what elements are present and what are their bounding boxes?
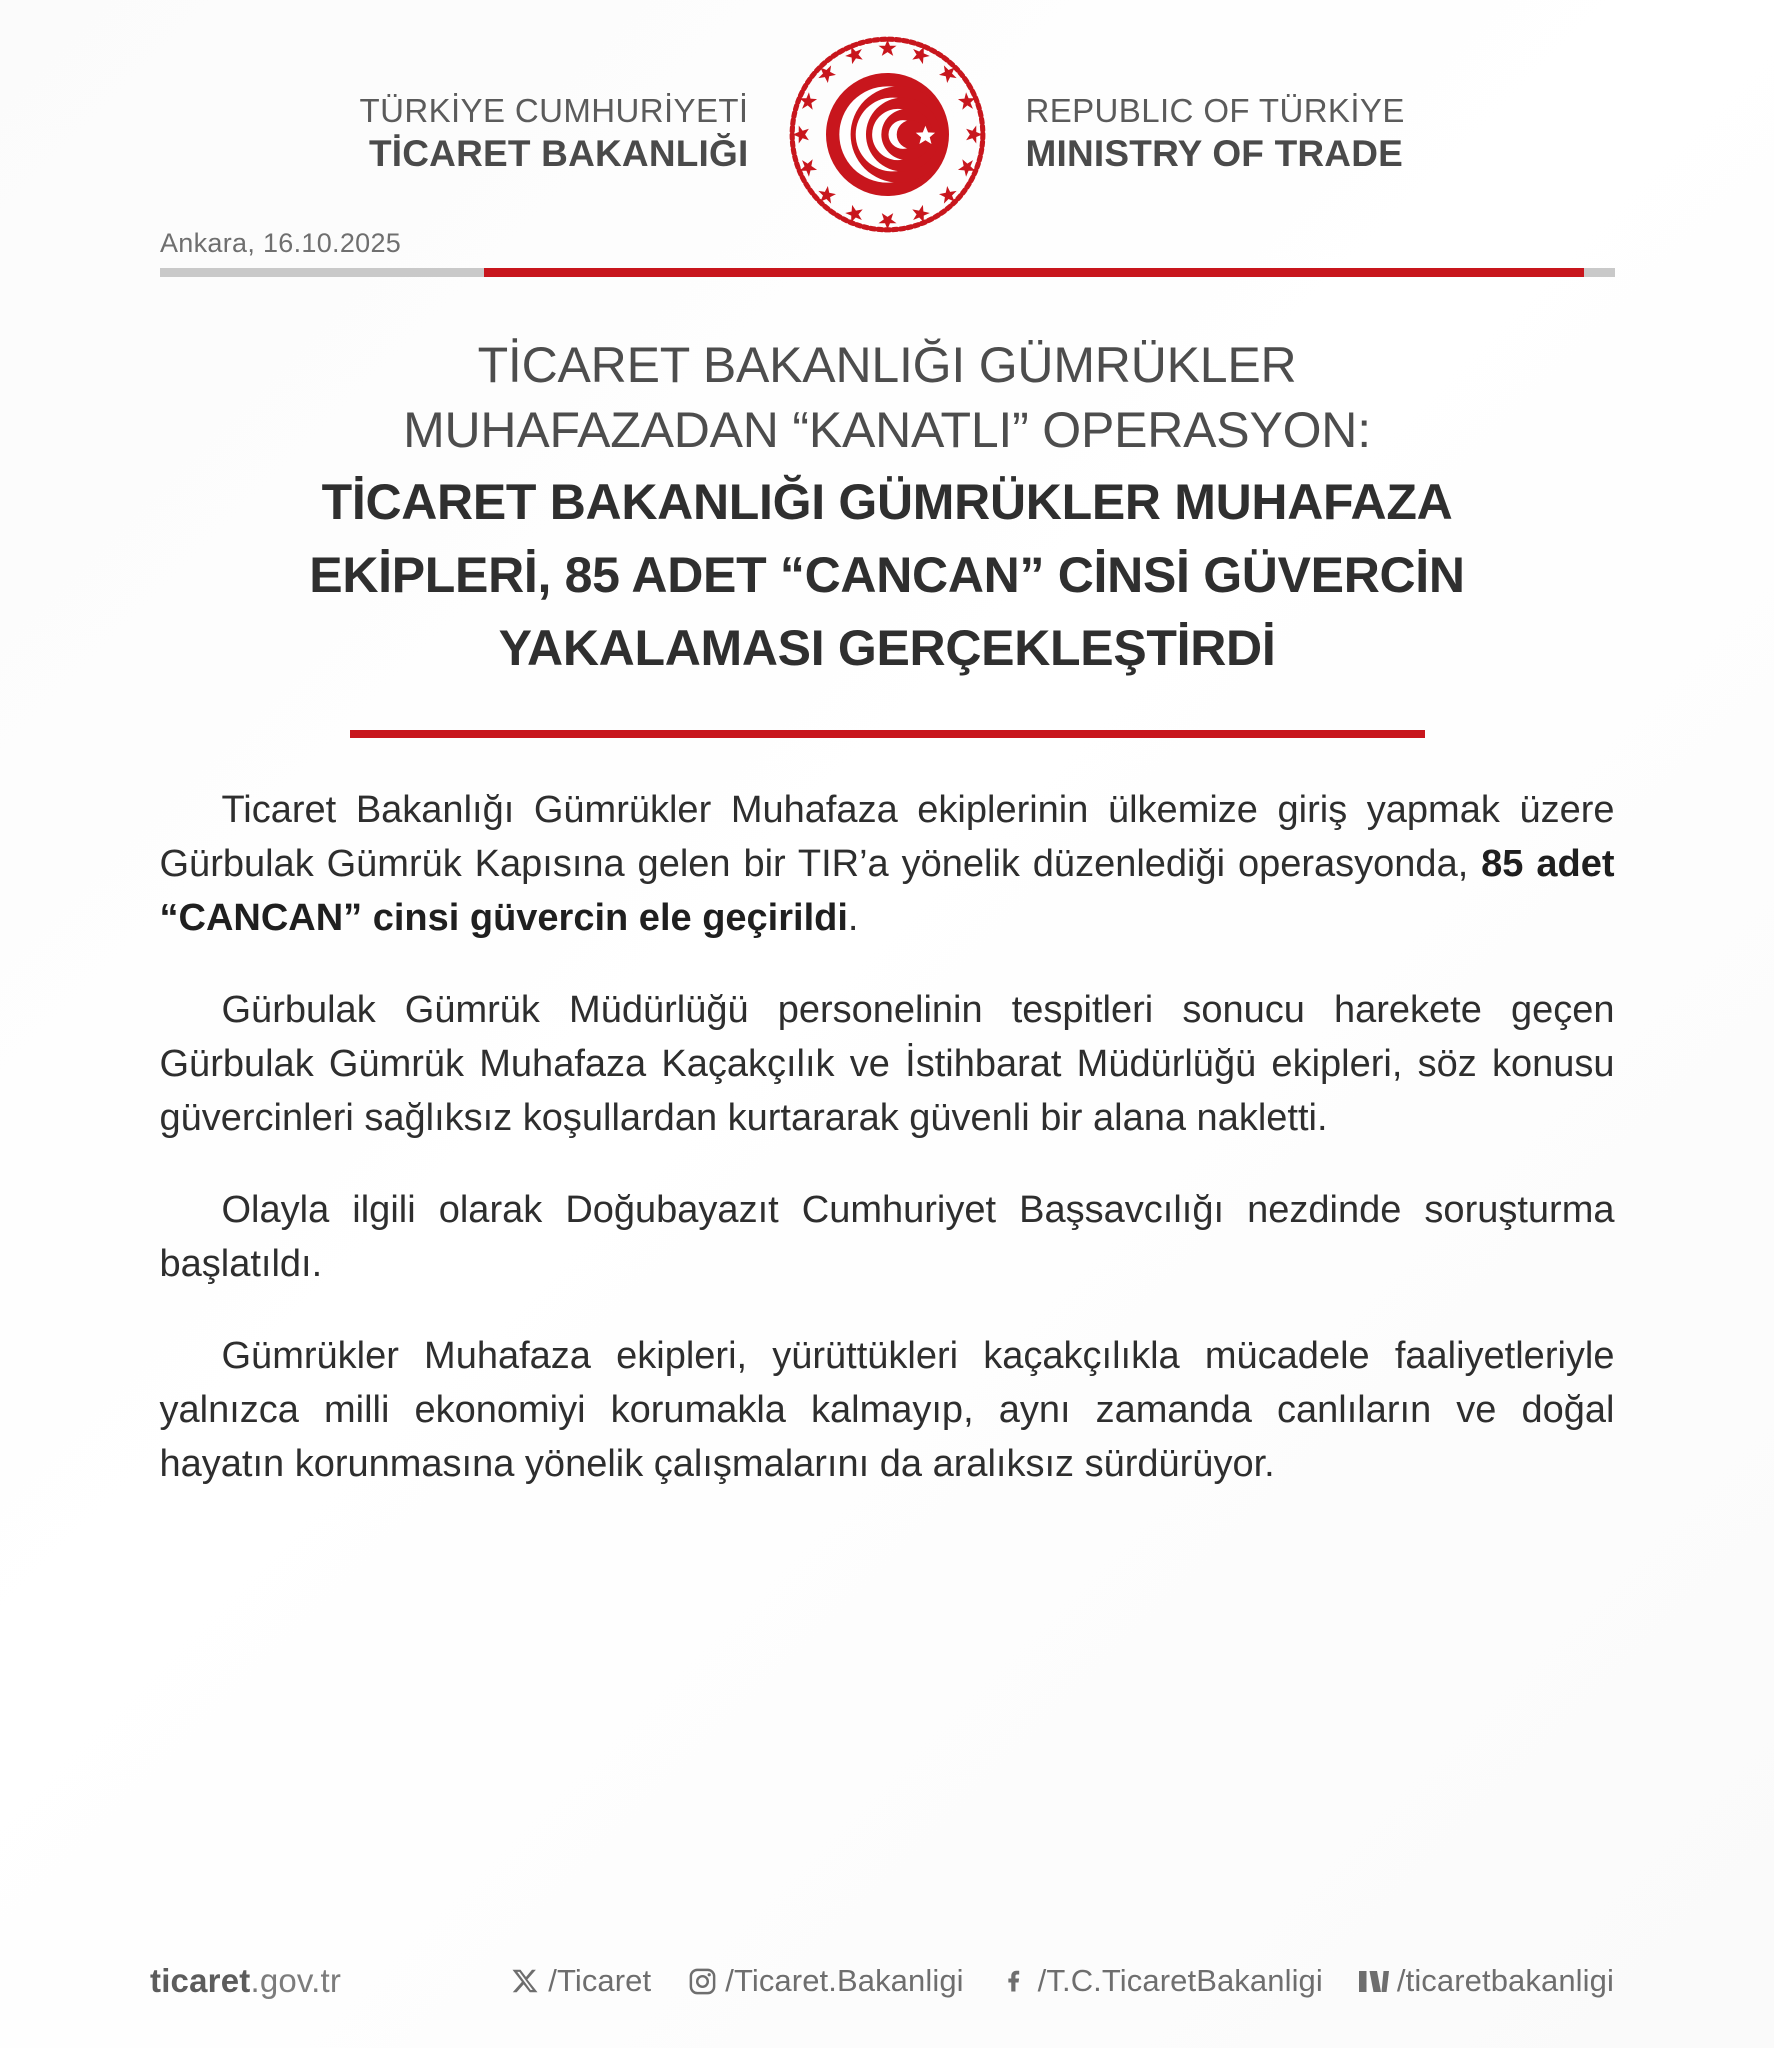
paragraph-1-highlight: 85 adet “CANCAN” cinsi güvercin ele geçirildi [159, 842, 1615, 939]
paragraph-1 [160, 784, 1615, 946]
paragraph-1-text-before: Ticaret Bakanlığı Gümrükler Muhafaza ekiplerinin ülkemize giriş yapmak üzere Gürbulak Gümrük Kapısına gelen bir TIR’a yönelik düzenlediği operasyonda, [159, 789, 1615, 885]
social-links [508, 1963, 1614, 1999]
dateline: Ankara, 16.10.2025 [160, 228, 402, 258]
title-bold-line-3: YAKALAMASI GERÇEKLEŞTİRDİ [498, 620, 1276, 676]
divider-segment-gray-left [160, 268, 484, 277]
press-release-title [177, 333, 1597, 682]
header-turkish-lockup [279, 93, 749, 174]
social-link-newsroom[interactable] [1357, 1963, 1614, 1999]
social-handle-facebook: /T.C.TicaretBakanligi [1037, 1963, 1323, 1998]
website-url[interactable] [150, 1962, 341, 2000]
divider-segment-red [484, 268, 1584, 277]
x-twitter-icon [508, 1964, 542, 1998]
instagram-icon [685, 1964, 719, 1998]
social-handle-x: /Ticaret [548, 1963, 652, 1998]
title-underline-rule [350, 730, 1425, 738]
facebook-icon [998, 1964, 1032, 1998]
press-release-body [160, 784, 1615, 1491]
website-url-bold: ticaret [150, 1962, 251, 1999]
header-turkish-line1: TÜRKİYE CUMHURİYETİ [359, 92, 749, 130]
header-english-lockup [1026, 93, 1496, 174]
social-handle-newsroom: /ticaretbakanligi [1396, 1963, 1614, 1998]
title-bold-line-1: TİCARET BAKANLIĞI GÜMRÜKLER MUHAFAZA [321, 474, 1453, 530]
social-link-x[interactable] [508, 1963, 651, 1999]
paragraph-2: Gürbulak Gümrük Müdürlüğü personelinin tespitleri sonucu harekete geçen Gürbulak Gümrük Muhafaza Kaçakçılık ve İstihbarat Müdürlüğü ekipleri, söz konusu güvercinleri sağlıksız koşullardan kurtararak güvenli bir alana nakletti. [159, 988, 1615, 1139]
divider-segment-gray-right [1584, 268, 1615, 277]
document-header [0, 0, 1774, 220]
title-light-line-2: MUHAFAZADAN “KANATLI” OPERASYON: [403, 402, 1371, 458]
paragraph-3: Olayla ilgili olarak Doğubayazıt Cumhuriyet Başsavcılığı nezdinde soruşturma başlatıldı. [159, 1188, 1615, 1285]
social-link-facebook[interactable] [998, 1963, 1323, 1999]
header-english-line2: MINISTRY OF TRADE [1025, 133, 1404, 175]
newsroom-n-icon [1357, 1964, 1391, 1998]
turkish-ministry-of-trade-emblem [785, 32, 990, 237]
website-url-rest: .gov.tr [250, 1962, 342, 1999]
paragraph-4: Gümrükler Muhafaza ekipleri, yürüttükleri kaçakçılıkla mücadele faaliyetleriyle yalnızca milli ekonomiyi korumakla kalmayıp, aynı zamanda canlıların ve doğal hayatın korunmasına yönelik çalışmalarını da aralıksız sürdürüyor. [159, 1334, 1615, 1485]
header-english-line1: REPUBLIC OF TÜRKİYE [1025, 92, 1405, 130]
header-turkish-line2: TİCARET BAKANLIĞI [368, 133, 749, 175]
paragraph-1-text-after: . [847, 896, 859, 939]
document-footer [0, 1962, 1774, 2000]
title-bold-line-2: EKİPLERİ, 85 ADET “CANCAN” CİNSİ GÜVERCİN [309, 547, 1465, 603]
title-light-line-1: TİCARET BAKANLIĞI GÜMRÜKLER [477, 337, 1297, 393]
social-link-instagram[interactable] [685, 1963, 963, 1999]
header-divider-rule [160, 268, 1615, 277]
social-handle-instagram: /Ticaret.Bakanligi [725, 1963, 964, 1998]
